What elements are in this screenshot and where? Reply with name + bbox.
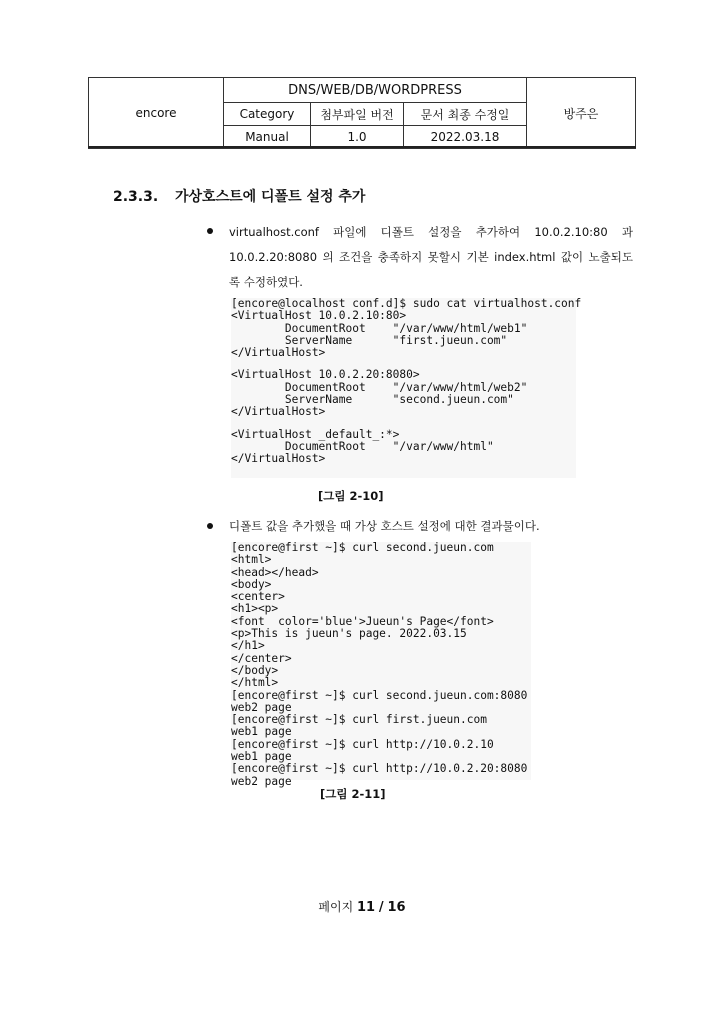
document-header-table <box>88 77 636 149</box>
terminal-line: <font color='blue'>Jueun's Page</font> <box>231 614 494 628</box>
terminal-line: <VirtualHost _default_:*> <box>231 427 400 441</box>
terminal-line: </VirtualHost> <box>231 346 326 360</box>
bullet-dot <box>207 523 213 529</box>
terminal-line: <html> <box>231 553 272 567</box>
terminal-line: </VirtualHost> <box>231 405 326 419</box>
page-footer <box>0 898 724 915</box>
category-value-cell: Manual <box>224 126 311 149</box>
footer-current-page: 11 <box>357 900 376 915</box>
doc-title-cell: DNS/WEB/DB/WORDPRESS <box>224 78 527 103</box>
terminal-line: web2 page <box>231 700 292 714</box>
terminal-line: DocumentRoot "/var/www/html/web2" <box>231 380 528 394</box>
bullet1-line3: 록 수정하였다. <box>229 275 303 289</box>
figure-caption-2-11: [그림 2-11] <box>320 787 386 801</box>
bullet1-line1: virtualhost.conf 파일에 디폴트 설정을 추가하여 10.0.2.10:80 과 <box>229 225 633 239</box>
terminal-line: <VirtualHost 10.0.2.20:8080> <box>231 368 420 382</box>
terminal-line: <center> <box>231 590 285 604</box>
terminal-line: DocumentRoot "/var/www/html/web1" <box>231 321 528 335</box>
terminal-line: </VirtualHost> <box>231 452 326 466</box>
terminal-line: </body> <box>231 663 279 677</box>
footer-total-pages: 16 <box>387 900 406 915</box>
header-divider <box>88 146 636 148</box>
terminal-line: web1 page <box>231 750 292 764</box>
terminal-screenshot-curl-results <box>231 541 531 788</box>
terminal-line: ServerName "second.jueun.com" <box>231 393 514 407</box>
terminal-line: [encore@first ~]$ curl http://10.0.2.20:8080 <box>231 762 528 776</box>
bullet2-paragraph <box>229 514 633 539</box>
terminal-line: </center> <box>231 651 292 665</box>
terminal-line: [encore@first ~]$ curl second.jueun.com <box>231 541 494 554</box>
terminal-line: <p>This is jueun's page. 2022.03.15 <box>231 627 467 641</box>
footer-prefix: 페이지 <box>318 900 354 914</box>
category-label-cell: Category <box>224 103 311 126</box>
terminal-line: <body> <box>231 577 272 591</box>
version-label-cell: 첨부파일 버전 <box>311 103 404 126</box>
author-cell: 방주은 <box>527 78 636 149</box>
terminal-line: [encore@first ~]$ curl second.jueun.com:8080 <box>231 688 528 702</box>
terminal-line: <VirtualHost 10.0.2.10:80> <box>231 309 407 323</box>
modified-value-cell: 2022.03.18 <box>404 126 527 149</box>
terminal-screenshot-virtualhost <box>231 297 582 478</box>
terminal-line: web1 page <box>231 725 292 739</box>
terminal-line: </html> <box>231 676 279 690</box>
terminal-line: ServerName "first.jueun.com" <box>231 333 508 347</box>
terminal-line: DocumentRoot "/var/www/html" <box>231 439 494 453</box>
terminal-line: [encore@first ~]$ curl first.jueun.com <box>231 713 487 727</box>
terminal-line: <h1><p> <box>231 602 279 616</box>
org-cell: encore <box>89 78 224 149</box>
bullet-dot <box>207 228 213 234</box>
terminal-line: [encore@localhost conf.d]$ sudo cat virtualhost.conf <box>231 297 582 310</box>
bullet2-line1: 디폴트 값을 추가했을 때 가상 호스트 설정에 대한 결과물이다. <box>229 519 540 533</box>
terminal-line: <head></head> <box>231 565 319 579</box>
modified-label-cell: 문서 최종 수정일 <box>404 103 527 126</box>
bullet1-line2: 10.0.2.20:8080 의 조건을 충족하지 못할시 기본 index.html 값이 노출되도 <box>229 250 633 264</box>
terminal-line: [encore@first ~]$ curl http://10.0.2.10 <box>231 737 494 751</box>
terminal-line: web2 page <box>231 774 292 788</box>
version-value-cell: 1.0 <box>311 126 404 149</box>
section-number: 2.3.3. <box>113 189 159 205</box>
footer-separator: / <box>378 900 384 915</box>
terminal-line: </h1> <box>231 639 265 653</box>
section-heading <box>113 186 365 206</box>
section-title: 가상호스트에 디폴트 설정 추가 <box>175 189 366 205</box>
figure-caption-2-10: [그림 2-10] <box>318 489 384 503</box>
bullet1-paragraph <box>229 220 633 295</box>
